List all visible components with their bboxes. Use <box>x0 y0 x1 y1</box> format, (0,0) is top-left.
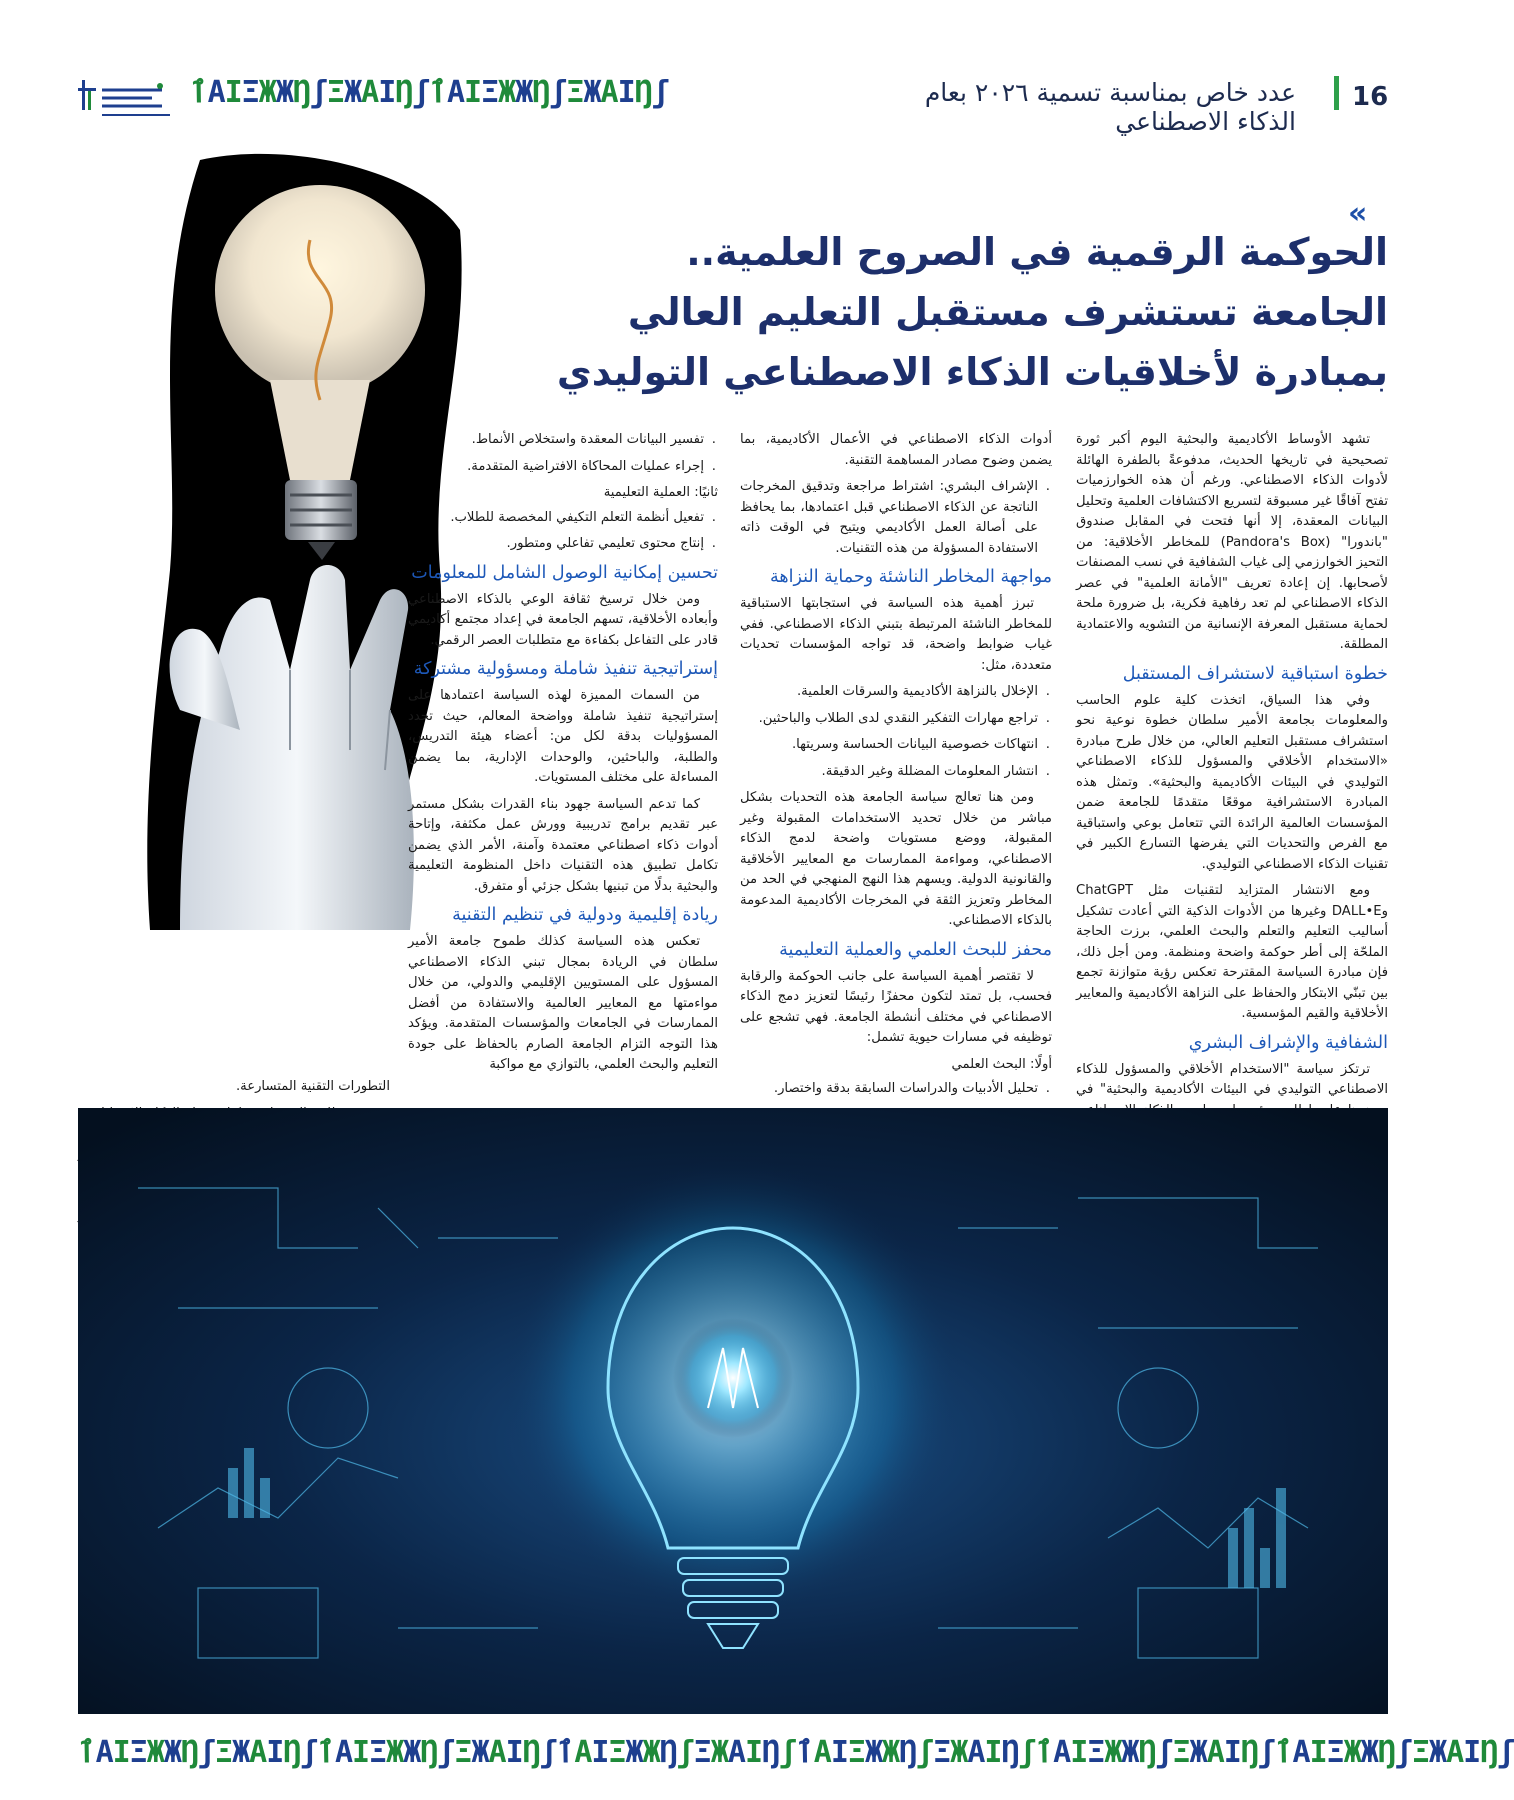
pattern-glyph: ٱ <box>78 1735 96 1770</box>
pattern-glyph: ʃ <box>1018 1735 1036 1770</box>
article-column-1 <box>1076 430 1388 1195</box>
pattern-glyph: Ж <box>583 75 601 110</box>
paragraph: ومن خلال ترسيخ ثقافة الوعي بالذكاء الاصطناعي وأبعاده الأخلاقية، تسهم الجامعة في إعداد مجتمع أكاديمي قادر على التفاعل بكفاءة مع متطلبات العصر الرقمي. <box>408 591 718 648</box>
pattern-glyph: Ж <box>1429 1735 1447 1770</box>
paragraph: ومع الانتشار المتزايد لتقنيات مثل ChatGPT وDALL•E وغيرها من الأدوات الذكية التي أعادت تشكيل أساليب التعليم والتعلم والبحث العلمي، برزت الحاجة الملحّة إلى أطر حوكمة واضحة ومنظمة. ومن أجل ذلك، فإن مبادرة السياسة المقترحة تعكس رؤية متوازنة تجمع بين تبنّي الابتكار والحفاظ على النزاهة الأكاديمية والمعايير الأخلاقية والقيم المؤسسية. <box>1076 883 1388 1021</box>
pattern-glyph: A <box>813 1735 831 1770</box>
subheading: مواجهة المخاطر الناشئة وحماية النزاهة <box>769 567 1052 587</box>
list-item: . إجراء عمليات المحاكاة الافتراضية المتقدمة. <box>408 457 704 478</box>
pattern-glyph: Ж <box>163 1735 181 1770</box>
pattern-glyph: ٱ <box>1274 1735 1293 1770</box>
pattern-glyph: Ξ <box>241 75 259 110</box>
paragraph: تبرز أهمية هذه السياسة في استجابتها الاستباقية للمخاطر الناشئة المرتبطة بتبني الذكاء الاصطناعي. ففي غياب ضوابط واضحة، قد تواجه المؤسسات تحديات متعددة، مثل: <box>740 596 1052 673</box>
pattern-glyph: ʃ <box>412 75 430 110</box>
pattern-glyph: A <box>600 75 618 110</box>
pattern-glyph: Ξ <box>129 1735 147 1770</box>
list-heading: أولًا: البحث العلمي <box>951 1056 1052 1072</box>
bullet-list <box>408 430 718 477</box>
pattern-glyph: Ж <box>344 75 362 110</box>
pattern-glyph: I <box>1223 1735 1241 1770</box>
pattern-glyph: Ж <box>1104 1735 1122 1770</box>
pattern-glyph: Ξ <box>481 75 499 110</box>
pattern-glyph: Ж <box>1189 1735 1207 1770</box>
pattern-glyph: A <box>574 1735 592 1770</box>
digital-lightbulb-image <box>78 1108 1388 1714</box>
year-of-ai-logo <box>78 76 174 120</box>
list-item: . تراجع مهارات التفكير النقدي لدى الطلاب والباحثين. <box>740 709 1038 730</box>
paragraph: تعكس هذه السياسة كذلك طموح جامعة الأمير سلطان في الريادة بمجال تبني الذكاء الاصطناعي المسؤول على المستويين الإقليمي والدولي، من خلال مواءمتها مع المعايير العالمية والاستفادة من أفضل الممارسات في الجامعات والمؤسسات المتقدمة. ويؤكد هذا التوجه التزام الجامعة الصارم بالحفاظ على جودة التعليم والبحث العلمي، بالتوازي مع مواكبة <box>408 934 718 1072</box>
header-pattern <box>190 76 770 110</box>
subheading: الشفافية والإشراف البشري <box>1188 1032 1388 1053</box>
pattern-glyph: Ŋ <box>532 75 550 110</box>
pattern-glyph: I <box>505 1735 523 1770</box>
pattern-glyph: Ж <box>515 75 533 110</box>
list-item: . الإشراف البشري: اشتراط مراجعة وتدقيق المخرجات الناتجة عن الذكاء الاصطناعي قبل اعتمادها، بما يحافظ على أصالة العمل الأكاديمي ويتيح في الوقت ذاته الاستفادة المسؤولة من هذه التقنيات. <box>740 477 1038 559</box>
bullet-list <box>740 1079 1052 1100</box>
page-number: 16 <box>1352 82 1389 112</box>
pattern-glyph: ʃ <box>1394 1735 1412 1770</box>
paragraph: تشهد الأوساط الأكاديمية والبحثية اليوم أكبر ثورة تصحيحية في تاريخها الحديث، مدفوعةً بالطفرة الهائلة لأدوات الذكاء الاصطناعي. ورغم أن هذه الخوارزميات تفتح آفاقًا غير مسبوقة لتسريع الاكتشافات العلمية وتحليل البيانات المعقدة، إلا أنها فتحت في المقابل صندوق "باندورا" (Pandora's Box) للمخاطر الأخلاقية: من التحيز الخوارزمي إلى غياب الشفافية في نسب المصنفات لأصحابها. إن إعادة تعريف "الأمانة العلمية" في عصر الذكاء الاصطناعي لم تعد رفاهية فكرية، بل ضرورة ملحة لحماية مستقبل المعرفة الإنسانية من التشويه والاعتمادية المطلقة. <box>1076 432 1388 652</box>
paragraph: ترتكز سياسة "الاستخدام الأخلاقي والمسؤول للذكاء الاصطناعي التوليدي في البيئات الأكاديمية والبحثية" في <box>1076 1061 1388 1097</box>
pattern-glyph: Ξ <box>1326 1735 1344 1770</box>
paragraph: من السمات المميزة لهذه السياسة اعتمادها على إستراتيجية تنفيذ شاملة وواضحة المعالم، حيث تحدد المسؤوليات بدقة لكل من: أعضاء هيئة التدريس، والطلبة، والباحثين، والوحدات الإدارية، بما يضمن المساءلة على مختلف المستويات. <box>408 688 718 785</box>
paragraph: كما تدعم السياسة جهود بناء القدرات بشكل مستمر عبر تقديم برامج تدريبية وورش عمل مكثفة، وإتاحة أدوات ذكاء اصطناعي معتمدة وآمنة، الأمر الذي يضمن تكامل تطبيق هذه التقنيات داخل المنظومة التعليمية والبحثية بدلًا من تبنيها بشكل جزئي أو متفرق. <box>408 796 718 894</box>
pattern-glyph: ʃ <box>300 1735 318 1770</box>
headline-line-1: الحوكمة الرقمية في الصروح العلمية.. <box>686 230 1388 274</box>
pattern-glyph: Ж <box>258 75 276 110</box>
pattern-glyph: Ŋ <box>659 1735 677 1770</box>
paragraph: التطورات التقنية المتسارعة. <box>235 1079 390 1094</box>
pattern-glyph: Ŋ <box>180 1735 198 1770</box>
subheading: إستراتيجية تنفيذ شاملة ومسؤولية مشتركة <box>413 659 718 679</box>
pattern-glyph: Ξ <box>608 1735 626 1770</box>
pattern-glyph: ʃ <box>437 1735 455 1770</box>
pattern-glyph: Ж <box>1121 1735 1139 1770</box>
pattern-glyph: Ξ <box>1411 1735 1430 1770</box>
pattern-glyph: Ж <box>710 1735 728 1770</box>
pattern-glyph: Ж <box>275 75 293 110</box>
pattern-glyph: ʃ <box>916 1735 934 1770</box>
pattern-glyph: ٱ <box>796 1735 814 1770</box>
pattern-glyph: I <box>591 1735 609 1770</box>
pattern-glyph: A <box>207 75 225 110</box>
header-divider <box>1334 76 1339 110</box>
pattern-glyph: Ξ <box>215 1735 233 1770</box>
pattern-glyph: Ξ <box>1172 1735 1190 1770</box>
pattern-glyph: A <box>95 1735 113 1770</box>
pattern-glyph: ʃ <box>779 1735 797 1770</box>
pattern-glyph: I <box>617 75 635 110</box>
paragraph: أدوات الذكاء الاصطناعي في الأعمال الأكاديمية، بما يضمن وضوح مصادر المساهمة التقنية. <box>740 432 1052 468</box>
pattern-glyph: ʃ <box>676 1735 694 1770</box>
article-column-3 <box>408 430 718 1082</box>
pattern-glyph: Ж <box>403 1735 421 1770</box>
pattern-glyph: ʃ <box>197 1735 216 1770</box>
pattern-glyph: Ŋ <box>1138 1735 1156 1770</box>
pattern-glyph: Ξ <box>1087 1735 1105 1770</box>
pattern-glyph: ʃ <box>1257 1735 1275 1770</box>
list-item: . تحليل الأدبيات والدراسات السابقة بدقة واختصار. <box>740 1079 1038 1100</box>
pattern-glyph: I <box>830 1735 848 1770</box>
article-headline <box>556 222 1388 402</box>
pattern-glyph: Ж <box>950 1735 968 1770</box>
pattern-glyph: Ξ <box>454 1735 472 1770</box>
pattern-glyph: ʃ <box>1497 1735 1514 1770</box>
pattern-glyph: Ŋ <box>395 75 413 110</box>
pattern-glyph: ʃ <box>651 75 669 110</box>
pattern-glyph: A <box>727 1735 745 1770</box>
list-item: . الإخلال بالنزاهة الأكاديمية والسرقات العلمية. <box>740 682 1038 703</box>
pattern-glyph: Ŋ <box>420 1735 438 1770</box>
pattern-glyph: ٱ <box>556 1735 575 1770</box>
pattern-glyph: I <box>1309 1735 1327 1770</box>
pattern-glyph: A <box>1292 1735 1310 1770</box>
pattern-glyph: Ж <box>498 75 516 110</box>
pattern-glyph: Ŋ <box>634 75 652 110</box>
pattern-glyph: Ŋ <box>292 75 310 110</box>
footer-pattern <box>78 1735 1514 1770</box>
pattern-glyph: A <box>361 75 379 110</box>
pattern-glyph: I <box>224 75 242 110</box>
issue-title: عدد خاص بمناسبة تسمية ٢٠٢٦ بعام الذكاء الاصطناعي <box>924 78 1296 136</box>
paragraph: وفي هذا السياق، اتخذت كلية علوم الحاسب والمعلومات بجامعة الأمير سلطان خطوة نوعية نحو استشراف مستقبل التعليم العالي، من خلال طرح مبادرة «الاستخدام الأخلاقي والمسؤول للذكاء الاصطناعي التوليدي في البيئات الأكاديمية والبحثية». وتمثل هذه المبادرة الاستشرافية موقعًا متقدمًا للجامعة ضمن المؤسسات العالمية الرائدة التي تتعامل بوعي واستباقية مع الفرص والتحديات التي يفرضها التسارع الكبير في تقنيات الذكاء الاصطناعي التوليدي. <box>1076 692 1388 872</box>
subheading: خطوة استباقية لاستشراف المستقبل <box>1122 663 1388 684</box>
article-column-2 <box>740 430 1052 1106</box>
pattern-glyph: A <box>249 1735 267 1770</box>
pattern-glyph: Ж <box>864 1735 882 1770</box>
pattern-glyph: Ŋ <box>283 1735 301 1770</box>
pattern-glyph: Ж <box>471 1735 489 1770</box>
pattern-glyph: ʃ <box>549 75 567 110</box>
pattern-glyph: ʃ <box>309 75 328 110</box>
pattern-glyph: I <box>378 75 396 110</box>
pattern-glyph: I <box>1070 1735 1088 1770</box>
subheading: ريادة إقليمية ودولية في تنظيم التقنية <box>452 905 718 925</box>
chevron-left-icon: « <box>1348 196 1368 231</box>
list-heading: ثانيًا: العملية التعليمية <box>603 485 718 500</box>
pattern-glyph: ٱ <box>429 75 447 110</box>
list-item: . انتهاكات خصوصية البيانات الحساسة وسريتها. <box>740 735 1038 756</box>
pattern-glyph: Ξ <box>933 1735 951 1770</box>
list-item: . تفعيل أنظمة التعلم التكيفي المخصصة للطلاب. <box>408 508 704 529</box>
pattern-glyph: Ж <box>642 1735 660 1770</box>
pattern-glyph: Ŋ <box>1240 1735 1258 1770</box>
pattern-glyph: A <box>488 1735 506 1770</box>
pattern-glyph: ٱ <box>317 1735 335 1770</box>
pattern-glyph: I <box>744 1735 763 1770</box>
pattern-glyph: ٱ <box>1035 1735 1054 1770</box>
pattern-glyph: Ξ <box>847 1735 865 1770</box>
headline-line-2: الجامعة تستشرف مستقبل التعليم العالي <box>627 290 1388 334</box>
pattern-glyph: Ж <box>1360 1735 1378 1770</box>
pattern-glyph: Ж <box>625 1735 643 1770</box>
pattern-glyph: ʃ <box>539 1735 557 1770</box>
pattern-glyph: Ж <box>882 1735 900 1770</box>
pattern-glyph: ٱ <box>190 75 208 110</box>
pattern-glyph: I <box>464 75 482 110</box>
pattern-glyph: Ξ <box>566 75 584 110</box>
pattern-glyph: I <box>352 1735 370 1770</box>
pattern-glyph: A <box>1446 1735 1464 1770</box>
list-item: . انتشار المعلومات المضللة وغير الدقيقة. <box>740 762 1038 783</box>
pattern-glyph: ʃ <box>1155 1735 1173 1770</box>
paragraph: لا تقتصر أهمية السياسة على جانب الحوكمة والرقابة فحسب، بل تمتد لتكون محفزًا رئيسًا لتعزيز دمج الذكاء الاصطناعي في مختلف أنشطة الجامعة. فهي تشجع على توظيفه في مسارات حيوية تشمل: <box>740 968 1052 1045</box>
headline-line-3: بمبادرة لأخلاقيات الذكاء الاصطناعي التوليدي <box>556 350 1388 394</box>
pattern-glyph: A <box>967 1735 985 1770</box>
pattern-glyph: I <box>1463 1735 1481 1770</box>
paragraph: ومن هنا تعالج سياسة الجامعة هذه التحديات بشكل مباشر من خلال تحديد الاستخدامات المقبولة وغير المقبولة، ووضع مستويات واضحة لدمج الذكاء الاصطناعي، ومواءمة الممارسات مع المعايير الأخلاقية والقانونية الدولية. ويسهم هذا النهج المنهجي في الحد من المخاطر وتعزيز الثقة في المخرجات الأكاديمية المدعومة بالذكاء الاصطناعي. <box>740 790 1052 928</box>
pattern-glyph: Ŋ <box>1377 1735 1395 1770</box>
list-item: . تفسير البيانات المعقدة واستخلاص الأنماط. <box>408 430 704 451</box>
pattern-glyph: I <box>112 1735 130 1770</box>
subheading: تحسين إمكانية الوصول الشامل للمعلومات <box>411 562 718 583</box>
pattern-glyph: Ξ <box>327 75 345 110</box>
pattern-glyph: Ξ <box>693 1735 711 1770</box>
pattern-glyph: A <box>1053 1735 1071 1770</box>
pattern-glyph: I <box>984 1735 1002 1770</box>
bullet-list <box>740 682 1052 782</box>
pattern-glyph: A <box>334 1735 353 1770</box>
pattern-glyph: Ŋ <box>522 1735 540 1770</box>
pattern-glyph: Ж <box>1343 1735 1361 1770</box>
pattern-glyph: Ŋ <box>1480 1735 1498 1770</box>
pattern-glyph: Ж <box>146 1735 164 1770</box>
pattern-glyph: I <box>266 1735 284 1770</box>
list-item: . إنتاج محتوى تعليمي تفاعلي ومتطور. <box>408 534 704 555</box>
pattern-glyph: Ŋ <box>762 1735 780 1770</box>
subheading: محفز للبحث العلمي والعملية التعليمية <box>779 939 1052 960</box>
pattern-glyph: Ж <box>386 1735 404 1770</box>
pattern-glyph: A <box>1206 1735 1224 1770</box>
pattern-glyph: Ŋ <box>899 1735 917 1770</box>
bullet-list <box>408 508 718 555</box>
pattern-glyph: Ŋ <box>1001 1735 1019 1770</box>
pattern-glyph: Ξ <box>369 1735 387 1770</box>
bullet-list <box>740 477 1052 559</box>
pattern-glyph: Ж <box>232 1735 250 1770</box>
pattern-glyph: A <box>446 75 465 110</box>
